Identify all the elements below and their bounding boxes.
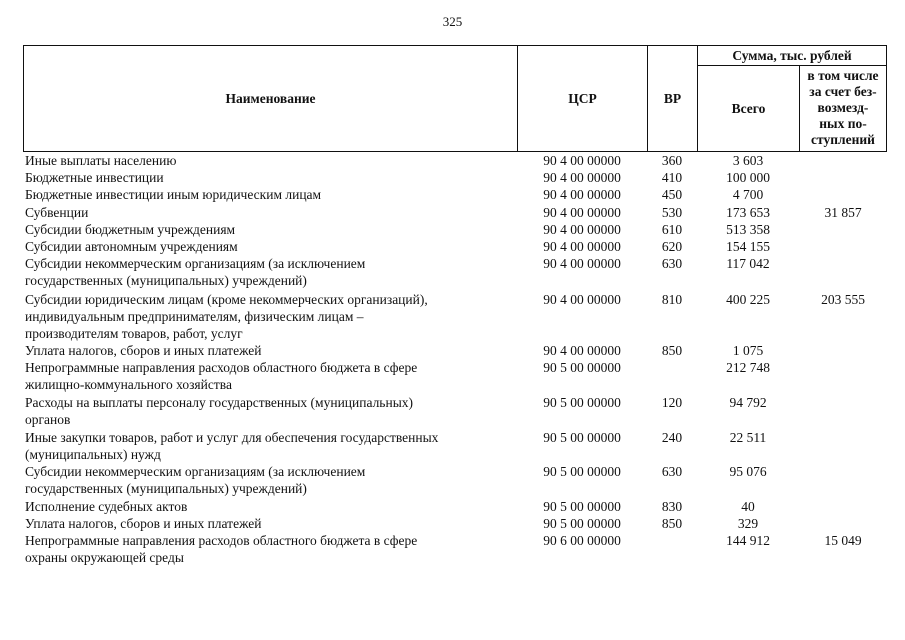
header-sum: Сумма, тыс. рублей: [732, 48, 852, 63]
row-total: 40: [741, 499, 755, 514]
row-name: Иные выплаты населению: [25, 153, 177, 168]
header-total: Всего: [731, 100, 766, 116]
row-csr: 90 4 00 00000: [543, 256, 621, 271]
row-csr: 90 4 00 00000: [543, 205, 621, 220]
row-free: 31 857: [824, 205, 862, 220]
row-vr: 850: [661, 343, 683, 358]
row-total: 400 225: [726, 292, 770, 307]
row-free: 203 555: [821, 292, 865, 307]
row-csr: 90 5 00 00000: [543, 395, 621, 410]
row-name: Непрограммные направления расходов областного бюджета в сфере жилищно-коммунального хозяйства: [25, 360, 418, 392]
row-name: Непрограммные направления расходов областного бюджета в сфере охраны окружающей среды: [25, 533, 418, 565]
row-name: Уплата налогов, сборов и иных платежей: [25, 516, 262, 531]
row-vr: 620: [661, 239, 683, 254]
row-csr: 90 5 00 00000: [543, 360, 621, 375]
table-header: [23, 45, 887, 152]
row-vr: 830: [661, 499, 683, 514]
row-vr: 360: [661, 153, 683, 168]
row-csr: 90 4 00 00000: [543, 187, 621, 202]
row-total: 329: [737, 516, 759, 531]
row-csr: 90 5 00 00000: [543, 499, 621, 514]
row-name: Исполнение судебных актов: [25, 499, 188, 514]
row-vr: 120: [661, 395, 683, 410]
row-total: 22 511: [729, 430, 767, 445]
row-total: 117 042: [726, 256, 770, 271]
row-name: Субвенции: [25, 205, 89, 220]
row-vr: 450: [661, 187, 683, 202]
row-vr: 850: [661, 516, 683, 531]
row-free: 15 049: [824, 533, 862, 548]
row-name: Субсидии автономным учреждениям: [25, 239, 238, 254]
row-total: 1 075: [732, 343, 764, 358]
row-csr: 90 4 00 00000: [543, 292, 621, 307]
row-total: 212 748: [726, 360, 770, 375]
header-name: Наименование: [225, 90, 316, 106]
header-free: в том числе за счет без- возмезд- ных по- ступлений: [807, 68, 879, 147]
row-total: 513 358: [726, 222, 770, 237]
row-vr: 240: [661, 430, 683, 445]
row-name: Субсидии некоммерческим организациям (за исключением государственных (муниципальных) учреждений): [25, 464, 366, 496]
page-number: 325: [442, 14, 463, 29]
header-csr: ЦСР: [568, 90, 597, 106]
row-total: 94 792: [729, 395, 767, 410]
row-csr: 90 5 00 00000: [543, 430, 621, 445]
row-vr: 810: [661, 292, 683, 307]
row-total: 3 603: [732, 153, 764, 168]
row-total: 144 912: [726, 533, 770, 548]
row-csr: 90 4 00 00000: [543, 239, 621, 254]
row-vr: 410: [661, 170, 683, 185]
row-total: 173 653: [726, 205, 770, 220]
row-name: Расходы на выплаты персоналу государственных (муниципальных) органов: [25, 395, 414, 427]
row-vr: 630: [661, 464, 683, 479]
row-name: Бюджетные инвестиции иным юридическим лицам: [25, 187, 322, 202]
row-vr: 530: [661, 205, 683, 220]
row-csr: 90 5 00 00000: [543, 464, 621, 479]
row-csr: 90 6 00 00000: [543, 533, 621, 548]
row-vr: 630: [661, 256, 683, 271]
row-name: Субсидии юридическим лицам (кроме некоммерческих организаций), индивидуальным предпринимателям, физическим лицам – производителям товаров, работ, услуг: [25, 292, 428, 341]
row-name: Субсидии некоммерческим организациям (за исключением государственных (муниципальных) учреждений): [25, 256, 366, 288]
row-name: Уплата налогов, сборов и иных платежей: [25, 343, 262, 358]
row-total: 4 700: [732, 187, 764, 202]
row-csr: 90 4 00 00000: [543, 153, 621, 168]
row-name: Иные закупки товаров, работ и услуг для обеспечения государственных (муниципальных) нужд: [25, 430, 439, 462]
row-name: Бюджетные инвестиции: [25, 170, 164, 185]
row-total: 95 076: [729, 464, 767, 479]
row-csr: 90 4 00 00000: [543, 343, 621, 358]
row-total: 154 155: [726, 239, 770, 254]
row-total: 100 000: [726, 170, 770, 185]
header-vr: ВР: [663, 90, 682, 106]
row-csr: 90 5 00 00000: [543, 516, 621, 531]
row-csr: 90 4 00 00000: [543, 222, 621, 237]
row-csr: 90 4 00 00000: [543, 170, 621, 185]
row-name: Субсидии бюджетным учреждениям: [25, 222, 236, 237]
row-vr: 610: [661, 222, 683, 237]
